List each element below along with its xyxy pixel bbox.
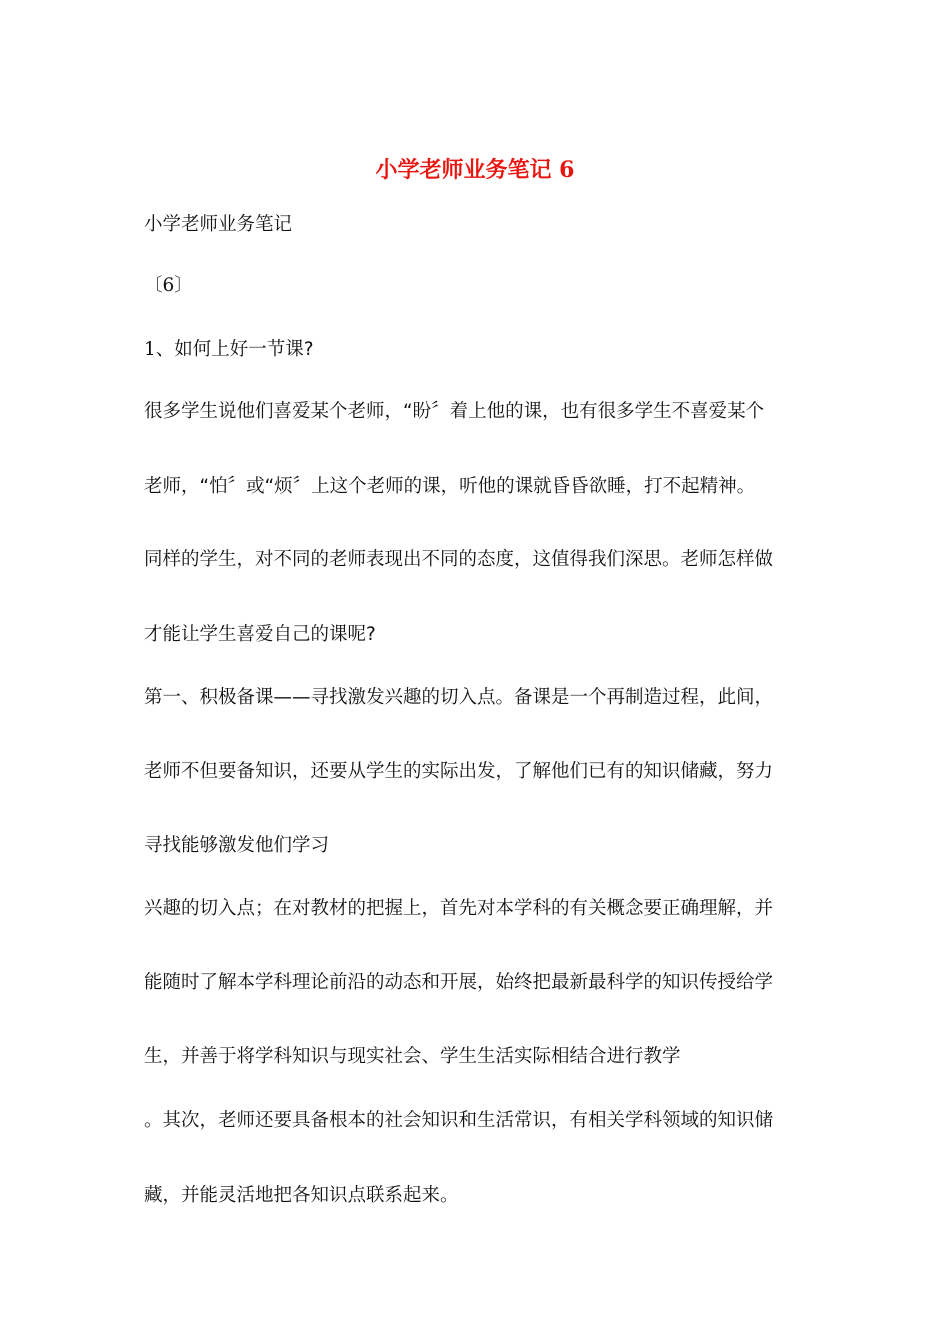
question-number: 1 xyxy=(144,339,156,360)
document-subtitle: 小学老师业务笔记 xyxy=(144,214,293,235)
paragraph-line: 很多学生说他们喜爱某个老师，“盼〞着上他的课，也有很多学生不喜爱某个 xyxy=(144,401,765,422)
paragraph-line: 才能让学生喜爱自己的课呢? xyxy=(144,624,376,645)
paragraph-line: 老师，“怕〞或“烦〞上这个老师的课，听他的课就昏昏欲睡，打不起精神。 xyxy=(144,476,756,497)
document-title: 小学老师业务笔记 6 xyxy=(375,157,575,183)
document-number: 〔6〕 xyxy=(144,275,193,296)
paragraph-line: 生，并善于将学科知识与现实社会、学生生活实际相结合进行教学 xyxy=(144,1046,681,1067)
paragraph-line: 藏，并能灵活地把各知识点联系起来。 xyxy=(144,1185,459,1206)
paragraph-line: 能随时了解本学科理论前沿的动态和开展，始终把最新最科学的知识传授给学 xyxy=(144,972,774,993)
paragraph-line: 兴趣的切入点；在对教材的把握上，首先对本学科的有关概念要正确理解，并 xyxy=(144,898,774,919)
paragraph-line: 老师不但要备知识，还要从学生的实际出发，了解他们已有的知识储藏，努力 xyxy=(144,761,774,782)
paragraph-line: 同样的学生，对不同的老师表现出不同的态度，这值得我们深思。老师怎样做 xyxy=(144,549,774,570)
question-text: 、如何上好一节课? xyxy=(155,339,314,360)
paragraph-line: 寻找能够激发他们学习 xyxy=(144,835,330,856)
paragraph-line: 第一、积极备课——寻找激发兴趣的切入点。备课是一个再制造过程，此间， xyxy=(144,687,774,708)
paragraph-line: 。其次，老师还要具备根本的社会知识和生活常识，有相关学科领域的知识储 xyxy=(144,1110,774,1131)
question-heading xyxy=(144,335,314,365)
